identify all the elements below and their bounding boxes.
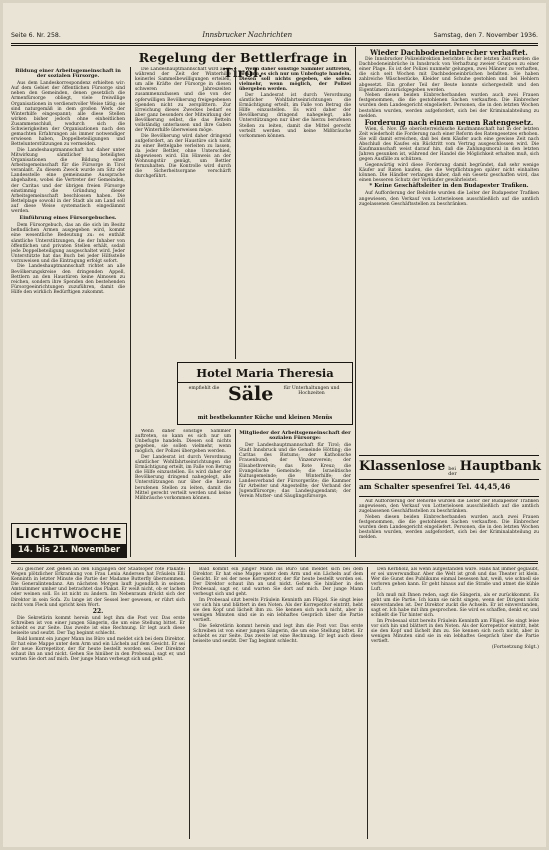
- paragraph: Die Landeshauptmannschaft richtet an alle Bevölkerungskreise den dringenden Appell, Bettlern an den Haustüren keine Almosen zu reichen, sondern ihre Spenden den bestehenden Fürsorgeeinrichtungen zuzuführen, damit die Hilfe den wirklich Bedürftigen zukommt.: [11, 264, 125, 295]
- klassenlose-contact: am Schalter spesenfrei Tel. 44,45,46: [359, 479, 539, 491]
- paragraph: Auf Aufforderung der Behörde wurden die Leiter der Budapester Trafiken angewiesen, den Verkauf von Lotterielosen ausschließlich auf die amtlich zugelassenen Geschäftsstellen zu beschränken.: [359, 499, 539, 515]
- paragraph: Zu gleicher Zeit gehen an den Eingängen der Staatsoper rote Plakate: Wegen plötzlicher Erkrankung von Frau Lenia Andersen hat Fräulein Elli Kenninth in letzter Minute die Partie der Madame Butterfly übernommen. Die Generalintendanz. Am nächsten Morgen lauft jugendlich in seinem Amtszimmer umher und betrachtet das Plakat. Er weiß nicht, ob er lachen oder weinen soll. Es ist nicht zu ändern. Im Nebenraum drückt sich der Direktor in sein Sofa. Zu lange ist der Sessel leer gewesen, er rührt sich nicht vom Fleck und spricht kein Wort.: [11, 567, 185, 608]
- feuilleton-col-3: [371, 567, 539, 839]
- continued-note: (Fortsetzung folgt.): [491, 644, 539, 650]
- story-title: * Keine Geschäftsleiter in den Budapester Trafiken.: [369, 183, 529, 190]
- section-subhead: Mitglieder der Arbeitsgemeinschaft der sozialen Fürsorge:: [239, 430, 351, 442]
- section-subhead: Bildung einer Arbeitsgemeinschaft in der sozialen Fürsorge.: [15, 68, 121, 80]
- main-article-col-2: [135, 67, 231, 359]
- page-header: [11, 29, 538, 41]
- paragraph: Bald kommt ein junger Mann ins Büro und meldet sich bei dem Direktor. Er hat eine Mappe unter dem Arm und ein Lächeln auf dem Gesicht. Er sei der neue Korrepetitor, der für heute bestellt worden sei. Der Direktor schaut ihn an und nickt. Gehen Sie hinüber in den Probesaal, sagt er, und warten Sie dort auf mich. Der junge Mann verbeugt sich und geht.: [193, 567, 363, 598]
- paragraph: Bald kommt ein junger Mann ins Büro und meldet sich bei dem Direktor. Er hat eine Mappe unter dem Arm und ein Lächeln auf dem Gesicht. Er sei der neue Korrepetitor, der für heute bestellt worden sei. Der Direktor schaut ihn an und nickt. Gehen Sie hinüber in den Probesaal, sagt er, und warten Sie dort auf mich. Der junge Mann verbeugt sich und geht.: [11, 636, 185, 663]
- paragraph: Gegenwärtig wird diese Forderung damit begründet, daß sehr wenige Käufer auf Raten kaufen, die die Verpflichtungen später nicht einhalten können. Die Händler verlangen daher, daß ein Gesetz geschaffen wird, das einen besseren Schutz der Verkäufer gewährleistet.: [359, 162, 539, 184]
- paragraph: Die Bevölkerung wird daher dringend aufgefordert, an der Haustüre sich nicht zu einer Bettelgabe verleiten zu lassen, da jeder Bettler, ohne Unterschied, abgewiesen wird. Ein Hinweis an der Wohnungstür genügt, um Bettler fernzuhalten. Die Kontrolle wird durch die Sicherheitsorgane verschärft durchgeführt.: [135, 133, 231, 180]
- paragraph: Ich muß mit Ihnen reden, sagt die Sängerin, als er zurückkommt. Es geht um die Partie. Ich kann sie nicht singen, wenn der Dirigent nicht einverstanden ist. Der Direktor zuckt die Achseln. Er ist einverstanden, sagt er. Ich habe mit ihm gesprochen. Sie wird es schaffen, denkt er, und schließt die Tür hinter sich.: [371, 592, 539, 619]
- paragraph: Die Sekretärin kommt herein und legt ihm die Post vor. Das erste Schreiben ist von einer jungen Sängerin, die um eine Stellung bittet. Er schiebt es zur Seite. Das zweite ist eine Rechnung. Er legt auch diese beiseite und seufzt. Der Tag beginnt schlecht.: [193, 624, 363, 645]
- paragraph: Neben diesen beiden Einbrecherbanden wurden auch zwei Frauen festgenommen, die die gestohlenen Sachen verkauften. Die Einbrecher wurden dem Landesgericht eingeliefert. Personen, die in den letzten Wochen bestohlen wurden, werden aufgefordert, sich bei der Kriminalabteilung zu melden.: [359, 93, 539, 119]
- issue-date: Samstag, den 7. November 1936.: [433, 31, 538, 39]
- header-rule-thin: [11, 45, 538, 46]
- right-column-lower: [359, 499, 539, 557]
- hauptbank-title: Hauptbank: [459, 459, 542, 474]
- column-divider: [355, 47, 356, 557]
- feuilleton-col-2: [193, 567, 363, 839]
- story-title: Forderung nach einem neuen Ratengesetz.: [364, 117, 534, 127]
- main-article-col-3-lower: [239, 429, 351, 557]
- paragraph: Aus dem Landeskorrespondenz erhielten wir: Auf dem Gebiet der öffentlichen Fürsorge sind neben den Gemeinden, denen gesetzlich die Armenfürsorge obliegt, viele freiwillige Organisationen in verdienstvoller Weise tätig; sie sind naturgemäß in dem großen Werk der Winterhilfe eingespannt; alle diese Stellen wirken bisher jedoch ohne einheitlichen Zusammenschluß, wodurch sich die Schwierigkeiten der Organisationen nach den gemachten Erfahrungen als immer notwendiger erwiesen haben, Doppelbeteiligungen und Bettelunterstützungen zu vermeiden.: [11, 81, 125, 148]
- newspaper-name: Innsbrucker Nachrichten: [202, 31, 293, 39]
- column-divider: [189, 567, 190, 839]
- right-column: [359, 49, 539, 453]
- paragraph: Wien, 6. Nov. Die oberösterreichische Kaufmannschaft hat in der letzten Zeit wiederholt die Forderung nach einer Reform des Ratengesetzes erhoben. Sie will damit erreichen, daß bei dem Käufer auch eine gewisse Zeit nach Abschluß des Kaufes ein Rücktritt vom Vertrag ausgeschlossen wird. Die Kaufmannschaft weist darauf hin, daß die Zahlungsmoral in den letzten Jahren gesunken ist, während der Handel die Möglichkeit erhalten muß, sich gegen Ausfälle zu schützen.: [359, 126, 539, 163]
- header-rule: [11, 43, 538, 44]
- hotel-ad-saele: Säle: [228, 383, 274, 405]
- klassenlose-ad: [359, 455, 542, 497]
- section-subhead: Einführung eines Fürsorgebuches.: [19, 215, 117, 222]
- hotel-ad-right-text: für Unterhaltungen und Hochzeiten: [283, 386, 340, 397]
- main-article-col-3: [239, 67, 351, 359]
- main-article-title: Regelung der Bettlerfrage in Tirol.: [138, 50, 348, 80]
- column-divider: [130, 67, 131, 557]
- column-divider: [235, 67, 236, 359]
- paragraph: Den Kerbholz, als wenn aufgestanden wäre. Hans hat immer geglaubt, er sei unverwundbar. Aber die Welt ist groß und das Theater ist klein. Wer die Gunst des Publikums einmal besessen hat, weiß, wie schnell sie verloren gehen kann. Er geht hinaus auf die Straße und atmet die kühle Luft.: [371, 567, 539, 593]
- klassenlose-title: Klassenlose: [359, 459, 446, 474]
- lichtwoche-ad: [11, 523, 127, 558]
- hotel-name: Hotel Maria Theresia: [178, 366, 352, 383]
- main-article-col-1: [11, 67, 125, 519]
- paragraph: Die Landeshauptmannschaft wird auch während der Zeit der Winterhilfe keinerlei Sammelbewilligungen erteilen, um alle Kräfte der Fürsorge in diesen schweren Jahreszeiten zusammenzufassen und die von der opferwilligen Bevölkerung freigegebenen Spenden nicht zu zersplittern. Zur Erreichung dieses Zweckes bedarf es aber ganz besonders der Mitwirkung der Bevölkerung selbst, die das Betteln vollständig unterlassen und ihre Gaben der Winterhilfe überweisen möge.: [135, 67, 231, 134]
- chapter-number: 22.: [92, 607, 104, 615]
- paragraph: Der Landeshauptmannschaft für Tirol; die Stadt Innsbruck und die Gemeinde Hötting; die Caritas des Bistums; der Katholische Frauenbund; der Vinzenzverein; der Elisabethverein; das Rote Kreuz; die Evangelische Gemeinde; die Israelitische Kultusgemeinde; die Winterhilfe; der Landesverband der Fürsorgeräte; die Kammer für Arbeiter und Angestellte; der Verband der Jugendfürsorge; das Landesjugendamt; der Verein Mutter- und Säuglingsfürsorge.: [239, 443, 351, 500]
- paragraph: Im Probesaal sitzt bereits Fräulein Kenninth am Flügel. Sie singt leise vor sich hin und blättert in den Noten. Als der Korrepetitor eintritt, hebt sie den Kopf und lächelt ihm zu. Sie kennen sich noch nicht, aber in wenigen Minuten sind sie in ein lebhaftes Gespräch über die Partie vertieft.: [193, 598, 363, 624]
- story-title: Wieder Dachbodeneinbrecher verhaftet.: [370, 49, 528, 57]
- lichtwoche-dates: 14. bis 21. November: [12, 544, 126, 557]
- paragraph: Wenn daher sonstige Sammler auftreten, so kann es sich nur um Unbefugte handeln. Diesen soll nichts gegeben, sie sollen vielmehr, wenn möglich, der Polizei übergeben werden.: [135, 429, 231, 455]
- feuilleton-col-1: [11, 567, 185, 839]
- hotel-maria-theresia-ad: [177, 362, 353, 425]
- paragraph: Die Landeshauptmannschaft hat daher unter Mitwirkung sämtlicher beteiligten Organisationen die Bildung einer Arbeitsgemeinschaft für die Fürsorge in Tirol veranlaßt. Zu diesem Zweck wurde am Sitz der Landesstelle eine gemeinsame Aussprache abgehalten, wobei die Vertreter der Gemeinden, der Caritas und der übrigen freien Fürsorge einstimmig die Gründung dieser Arbeitsgemeinschaft beschlossen haben. Die Bettelplage sowohl in der Stadt als am Land soll auf diese Weise systematisch eingedämmt werden.: [11, 147, 125, 215]
- paragraph: Die Innsbrucker Polizeidirektion berichtet: In der letzten Zeit wurden die Dachbodeneinbrüche in Innsbruck von Verhaftung zweier Gruppen zu einer einer Plage. Es ist der Polizei nunmehr gelungen, zwei Männer zu verhaften, die sich seit Wochen mit Dachbodeneinbrüchen befaßten. Sie haben zahlreiche Wäschestücke, Kleider und Schuhe gestohlen und bei Hehlern abgesetzt. Ein großer Teil der Beute konnte sichergestellt und den Eigentümern zurückgegeben werden.: [359, 57, 539, 93]
- paragraph: Der Landesrat ist durch Verordnung sämtlicher Wohlfahrtseinrichtungen die Ermächtigung erteilt, im Falle von Betrug die Hilfe einzustellen. Es wird daher der Bevölkerung dringend nahegelegt, alle Unterstützungen nur über die hierzu berufenen Stellen zu leiten, damit die Mittel gerecht verteilt werden und keine Mißbräuche vorkommen können.: [239, 92, 351, 139]
- paragraph: Die Sekretärin kommt herein und legt ihm die Post vor. Das erste Schreiben ist von einer jungen Sängerin, die um eine Stellung bittet. Er schiebt es zur Seite. Das zweite ist eine Rechnung. Er legt auch diese beiseite und seufzt. Der Tag beginnt schlecht.: [11, 615, 185, 637]
- hotel-ad-bottom-text: mit bestbekannter Küche und kleinen Menüs: [197, 415, 333, 421]
- feuilleton-divider: [11, 561, 538, 562]
- column-divider: [235, 429, 236, 557]
- paragraph: Dem Fürsorgebuch, das an die sich im Besitz befindlichen Armen ausgegeben wird, kommt eine wesentliche Bedeutung zu: es enthält sämtliche Unterstützungen, die der Inhaber von öffentlichen und privaten Stellen erhält, sodaß jede Doppelbeteiligung ausgeschaltet wird. Jeder Unterstützte hat das Buch bei jeder Hilfsstelle vorzuweisen und die Eintragung erfolgt sofort.: [11, 223, 125, 264]
- main-article-col-2-lower: [135, 429, 231, 557]
- hotel-ad-left-text: empfiehlt die: [188, 386, 220, 391]
- paragraph: Neben diesen beiden Einbrecherbanden wurden auch zwei Frauen festgenommen, die die gestohlenen Sachen verkauften. Die Einbrecher wurden dem Landesgericht eingeliefert. Personen, die in den letzten Wochen bestohlen wurden, werden aufgefordert, sich bei der Kriminalabteilung zu melden.: [359, 514, 539, 541]
- paragraph: Im Probesaal sitzt bereits Fräulein Kenninth am Flügel. Sie singt leise vor sich hin und blättert in den Noten. Als der Korrepetitor eintritt, hebt sie den Kopf und lächelt ihm zu. Sie kennen sich noch nicht, aber in wenigen Minuten sind sie in ein lebhaftes Gespräch über die Partie vertieft.: [371, 618, 539, 645]
- column-divider: [367, 567, 368, 839]
- paragraph: Der Landesrat ist durch Verordnung sämtlicher Wohlfahrtseinrichtungen die Ermächtigung erteilt, im Falle von Betrug die Hilfe einzustellen. Es wird daher der Bevölkerung dringend nahegelegt, alle Unterstützungen nur über die hierzu berufenen Stellen zu leiten, damit die Mittel gerecht verteilt werden und keine Mißbräuche vorkommen können.: [135, 454, 231, 501]
- lichtwoche-title: LICHTWOCHE: [15, 527, 123, 542]
- newspaper-page: [3, 3, 546, 847]
- paragraph: Wenn daher sonstige Sammler auftreten, so kann es sich nur um Unbefugte handeln. Diesen soll nichts gegeben, sie sollen vielmehr, wenn möglich, der Polizei übergeben werden.: [239, 67, 351, 93]
- paragraph: Auf Aufforderung der Behörde wurden die Leiter der Budapester Trafiken angewiesen, den Verkauf von Lotterielosen ausschließlich auf die amtlich zugelassenen Geschäftsstellen zu beschränken.: [359, 191, 539, 207]
- page-number: Seite 6. Nr. 258.: [11, 31, 61, 39]
- klassenlose-connector: bei der: [448, 466, 457, 477]
